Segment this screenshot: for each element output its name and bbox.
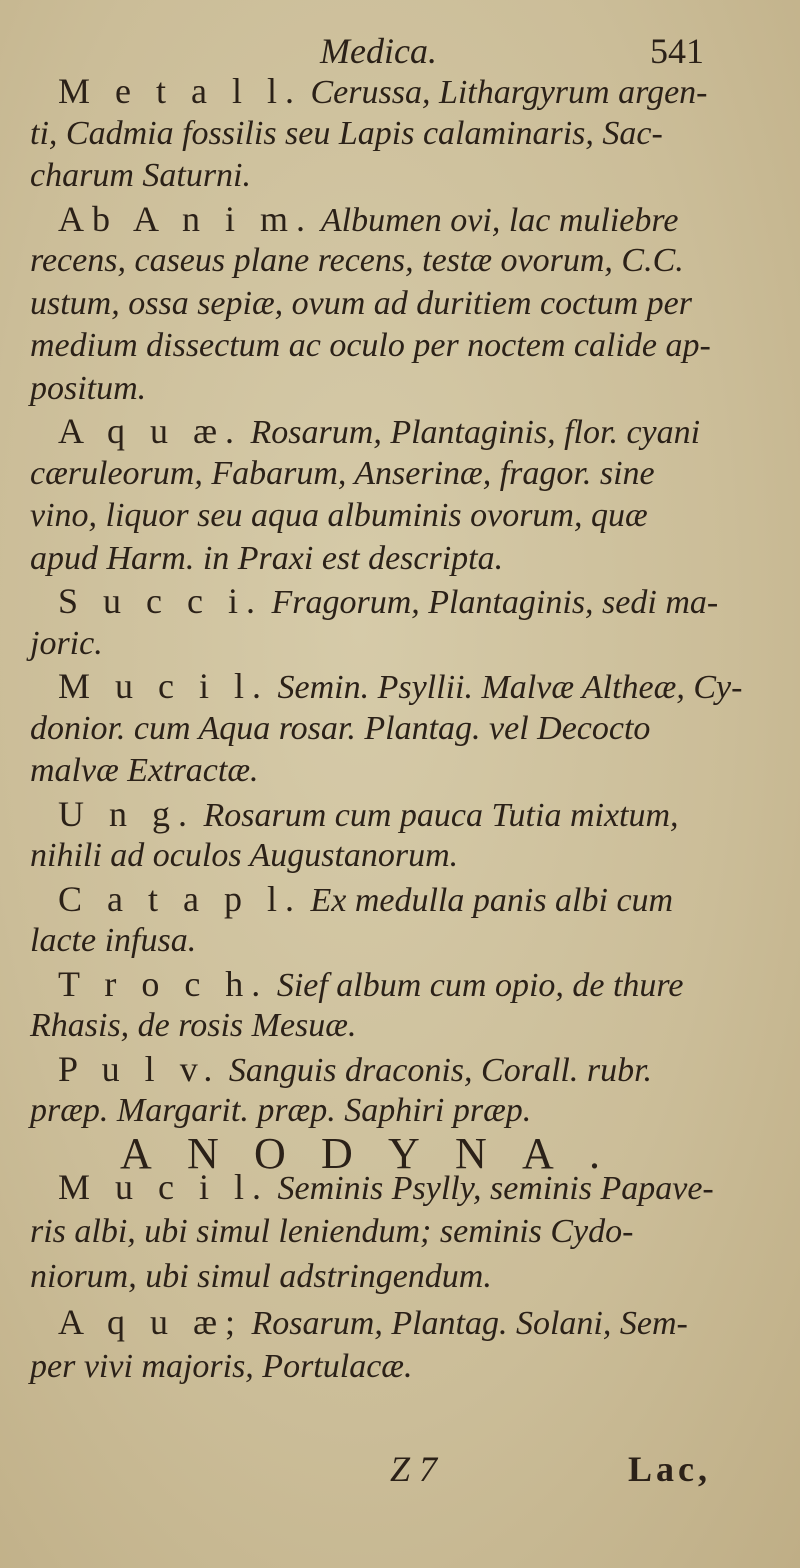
text-line [30,538,503,580]
running-head: Medica. [320,31,437,71]
entry-text: Ex medulla panis albi cum [301,881,674,919]
text-line [30,453,655,495]
page-number: 541 [650,31,704,71]
text-line [58,665,742,709]
entry-text: positum. [30,369,147,407]
entry-lead: U n g. [58,793,195,834]
entry-text: vino, liquor seu aqua albuminis ovorum, quæ [30,497,648,534]
heading-letter: N [455,1129,487,1178]
text-line [30,368,146,410]
entry-text: Rosarum cum pauca Tutia mixtum, [195,796,679,834]
text-line [30,325,711,367]
text-line [30,623,103,665]
entry-text: medium dissectum ac oculo per noctem calide ap- [30,327,711,364]
entry-lead: A q u æ; [58,1302,244,1342]
entry-text: ris albi, ubi simul leniendum; seminis Cydo- [30,1213,634,1250]
entry-text: lacte infusa. [30,922,197,959]
entry-text: Rosarum, Plantag. Solani, Sem- [243,1305,688,1342]
entry-text: Rosarum, Plantaginis, flor. cyani [242,414,701,451]
entry-text: per vivi majoris, Portulacæ. [30,1348,413,1385]
entry-lead: Ab A n i m. [58,198,314,239]
text-line [30,1090,531,1132]
text-line [58,793,679,837]
heading-letter: O [254,1129,286,1178]
text-line [30,1211,633,1253]
text-line [30,1005,356,1047]
entry-text: Fragorum, Plantaginis, sedi ma- [262,584,719,621]
entry-text: donior. cum Aqua rosar. Plantag. vel Decocto [30,709,651,747]
entry-text: nihili ad oculos Augustanorum. [30,837,459,874]
text-line [30,155,251,197]
text-line [30,708,650,750]
entry-text: Semin. Psyllii. Malvæ Altheæ, Cy- [269,669,743,706]
entry-text: Rhasis, de rosis Mesuæ. [30,1007,357,1044]
entry-text: Seminis Psylly, seminis Papave- [269,1170,714,1207]
text-line [30,113,663,155]
text-line [30,240,684,282]
entry-lead: M u c i l. [58,666,269,706]
entry-lead: P u l v. [58,1048,221,1089]
entry-text: apud Harm. in Praxi est descripta. [30,539,504,577]
text-line [30,835,458,877]
entry-text: Cerussa, Lithargyrum argen- [301,74,708,111]
text-line [58,410,700,454]
entry-text: charum Saturni. [30,157,251,194]
entry-lead: A q u æ. [58,411,243,451]
text-line [58,198,678,242]
text-line [58,1301,688,1345]
text-line [30,495,648,537]
entry-text: ti, Cadmia fossilis seu Lapis calaminaris, Sac- [30,114,663,152]
entry-text: niorum, ubi simul adstringendum. [30,1258,492,1295]
text-line [58,580,718,624]
entry-text: malvæ Extractæ. [30,752,259,789]
entry-text: præp. Margarit. præp. Saphiri præp. [30,1092,532,1129]
text-line [58,1166,714,1210]
entry-text: Sief album cum opio, de thure [268,966,684,1004]
heading-letter: N [187,1129,219,1178]
catchword: Lac, [628,1449,711,1489]
entry-text: cæruleorum, Fabarum, Anserinæ, fragor. sine [30,454,655,492]
entry-text: Sanguis draconis, Corall. rubr. [220,1051,653,1089]
text-line [58,963,683,1007]
entry-text: recens, caseus plane recens, testæ ovorum, C.C. [30,242,684,279]
text-line [58,878,673,922]
text-line [30,1346,412,1388]
entry-lead: T r o c h. [58,963,269,1004]
heading-letter: D [321,1129,353,1178]
entry-text: Albumen ovi, lac muliebre [313,201,679,239]
text-line [30,920,196,962]
text-line [30,750,259,792]
entry-lead: M u c i l. [58,1167,269,1207]
text-line [58,1048,652,1092]
heading-letter: A [120,1129,152,1178]
entry-lead: M e t a l l. [58,71,302,111]
entry-lead: C a t a p l. [58,878,302,919]
entry-lead: S u c c i. [58,581,263,621]
heading-letter: A [522,1129,554,1178]
text-line [30,1256,492,1298]
heading-letter: Y [388,1129,420,1178]
signature-mark: Z 7 [390,1449,438,1489]
heading-letter: . [589,1129,600,1178]
entry-text: ustum, ossa sepiæ, ovum ad duritiem coctum per [30,284,693,322]
entry-text: joric. [30,624,103,662]
text-line [30,283,692,325]
text-line [58,70,707,114]
